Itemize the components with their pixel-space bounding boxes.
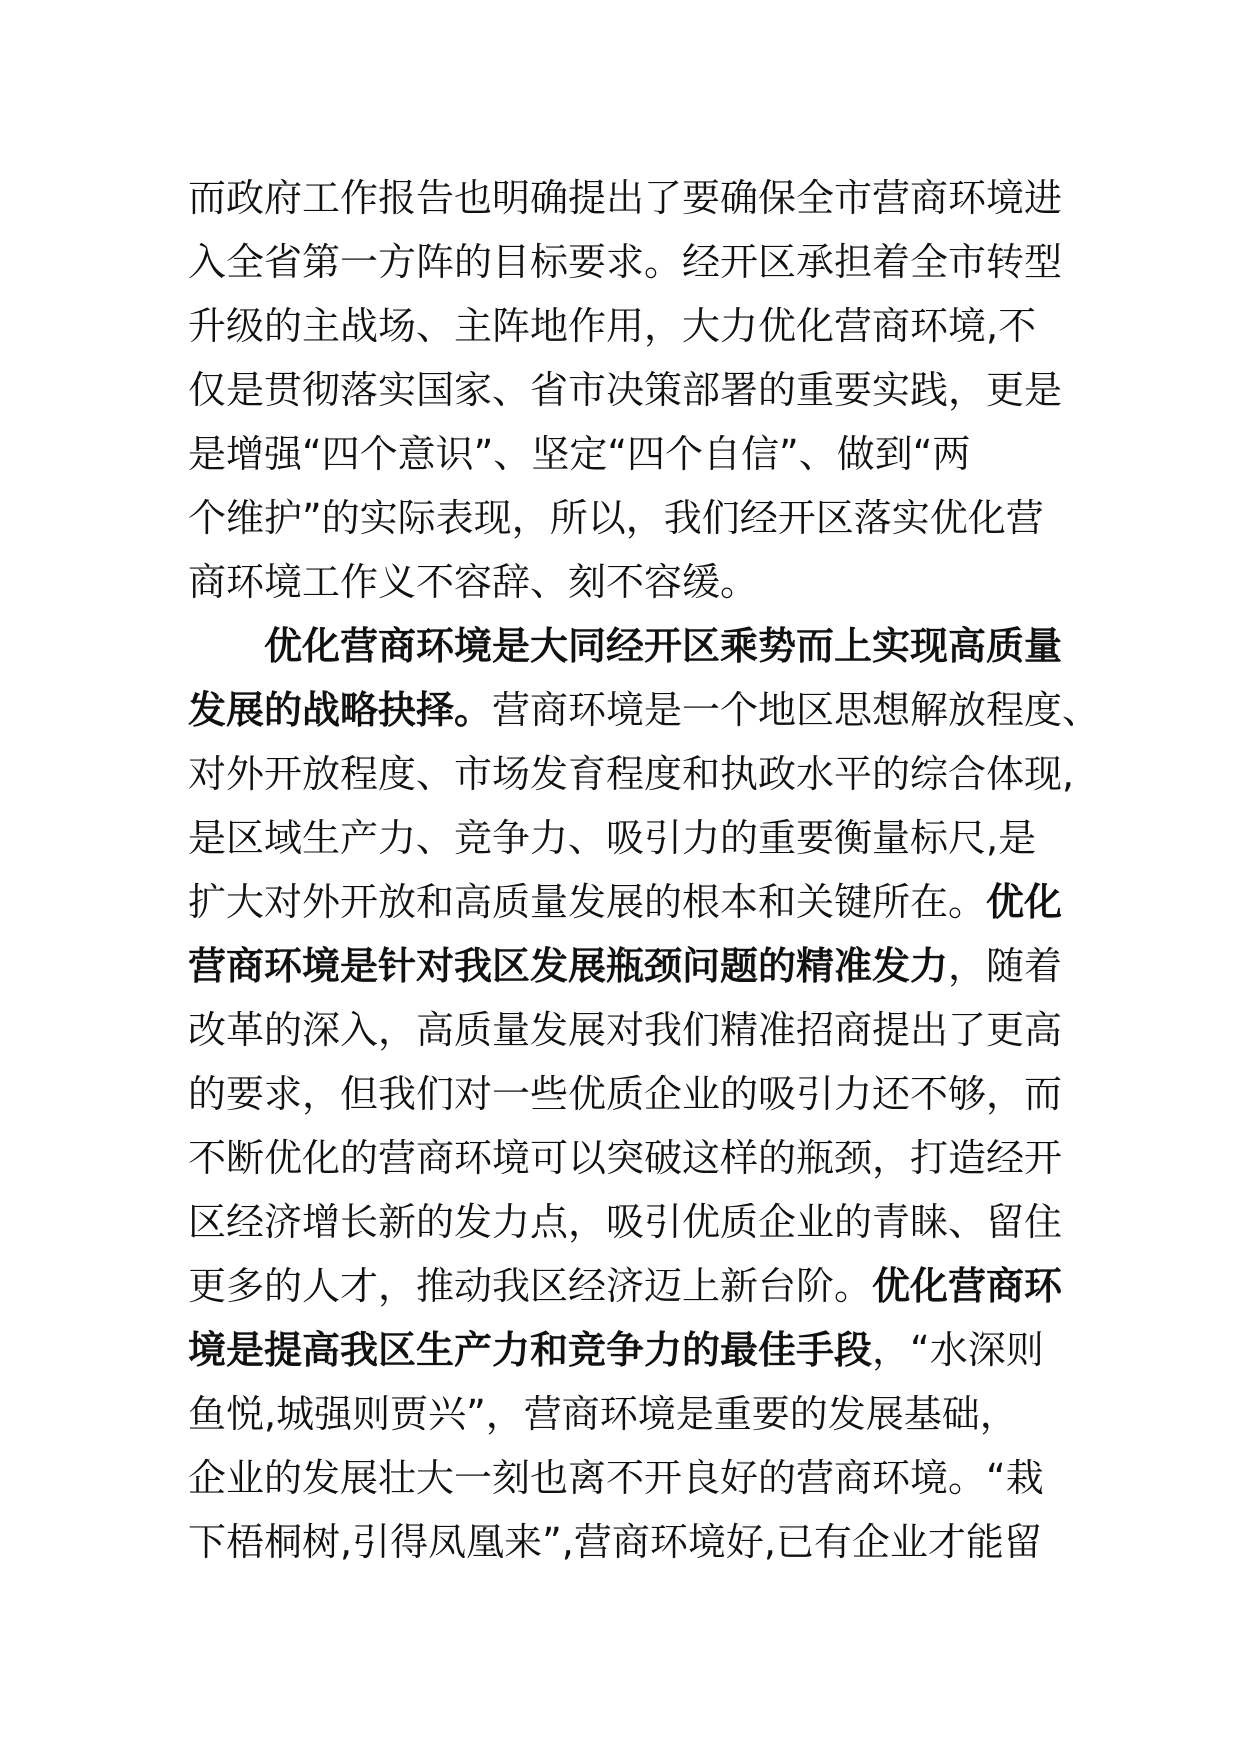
text-line-3	[188, 294, 1068, 358]
text-run: 营商环境是一个地区思想解放程度、	[492, 688, 1101, 732]
text-run: ，“水深则	[872, 1328, 1044, 1372]
text-run: 下梧桐树,引得凤凰来”,营商环境好,已有企业才能留	[188, 1520, 1042, 1564]
text-line-4	[188, 358, 1068, 422]
bold-heading-run: 境是提高我区生产力和竞争力的最佳手段	[188, 1328, 873, 1372]
text-run: 区经济增长新的发力点，吸引优质企业的青睐、留住	[188, 1200, 1063, 1244]
text-line-13	[188, 934, 1068, 998]
text-line-22	[188, 1510, 1068, 1574]
text-line-12	[188, 870, 1068, 934]
text-run: 个维护”的实际表现，所以，我们经开区落实优化营	[188, 496, 1044, 540]
text-run: 是区域生产力、竞争力、吸引力的重要衡量标尺,是	[188, 816, 1037, 860]
text-run: 鱼悦,城强则贾兴”，营商环境是重要的发展基础，	[188, 1392, 1018, 1436]
bold-heading-run: 优化营商环	[872, 1264, 1063, 1308]
text-run: 商环境工作义不容辞、刻不容缓。	[188, 560, 759, 604]
text-run: 仅是贯彻落实国家、省市决策部署的重要实践，更是	[188, 368, 1063, 412]
text-run: 的要求，但我们对一些优质企业的吸引力还不够，而	[188, 1072, 1063, 1116]
text-line-20	[188, 1382, 1068, 1446]
text-line-11	[188, 806, 1068, 870]
text-run: 不断优化的营商环境可以突破这样的瓶颈，打造经开	[188, 1136, 1063, 1180]
text-line-6	[188, 486, 1068, 550]
bold-heading-run: 发展的战略抉择。	[188, 688, 493, 732]
text-line-18	[188, 1254, 1068, 1318]
text-run: ，随着	[948, 944, 1063, 988]
text-run: 入全省第一方阵的目标要求。经开区承担着全市转型	[188, 240, 1063, 284]
body-text	[188, 166, 1101, 1574]
text-line-17	[188, 1190, 1068, 1254]
text-run: 是增强“四个意识”、坚定“四个自信”、做到“两	[188, 432, 971, 476]
text-run: 而政府工作报告也明确提出了要确保全市营商环境进	[188, 176, 1063, 220]
text-line-5	[188, 422, 1068, 486]
bold-heading-run: 优化	[986, 880, 1063, 924]
text-line-7	[188, 550, 1068, 614]
text-line-8	[188, 614, 1068, 678]
text-run: 企业的发展壮大一刻也离不开良好的营商环境。“栽	[188, 1456, 1044, 1500]
text-run: 更多的人才，推动我区经济迈上新台阶。	[188, 1264, 873, 1308]
text-line-10	[188, 742, 1075, 806]
text-line-21	[188, 1446, 1068, 1510]
bold-heading-run: 优化营商环境是大同经开区乘势而上实现高质量	[264, 624, 1063, 668]
text-run: 对外开放程度、市场发育程度和执政水平的综合体现,	[188, 752, 1075, 796]
text-line-14	[188, 998, 1068, 1062]
text-line-16	[188, 1126, 1068, 1190]
bold-heading-run: 营商环境是针对我区发展瓶颈问题的精准发力	[188, 944, 949, 988]
text-line-1	[188, 166, 1068, 230]
text-run: 升级的主战场、主阵地作用，大力优化营商环境,不	[188, 304, 1037, 348]
text-line-9	[188, 678, 1101, 742]
text-line-19	[188, 1318, 1068, 1382]
text-run: 扩大对外开放和高质量发展的根本和关键所在。	[188, 880, 987, 924]
text-run: 改革的深入，高质量发展对我们精准招商提出了更高	[188, 1008, 1063, 1052]
text-line-15	[188, 1062, 1068, 1126]
text-line-2	[188, 230, 1068, 294]
